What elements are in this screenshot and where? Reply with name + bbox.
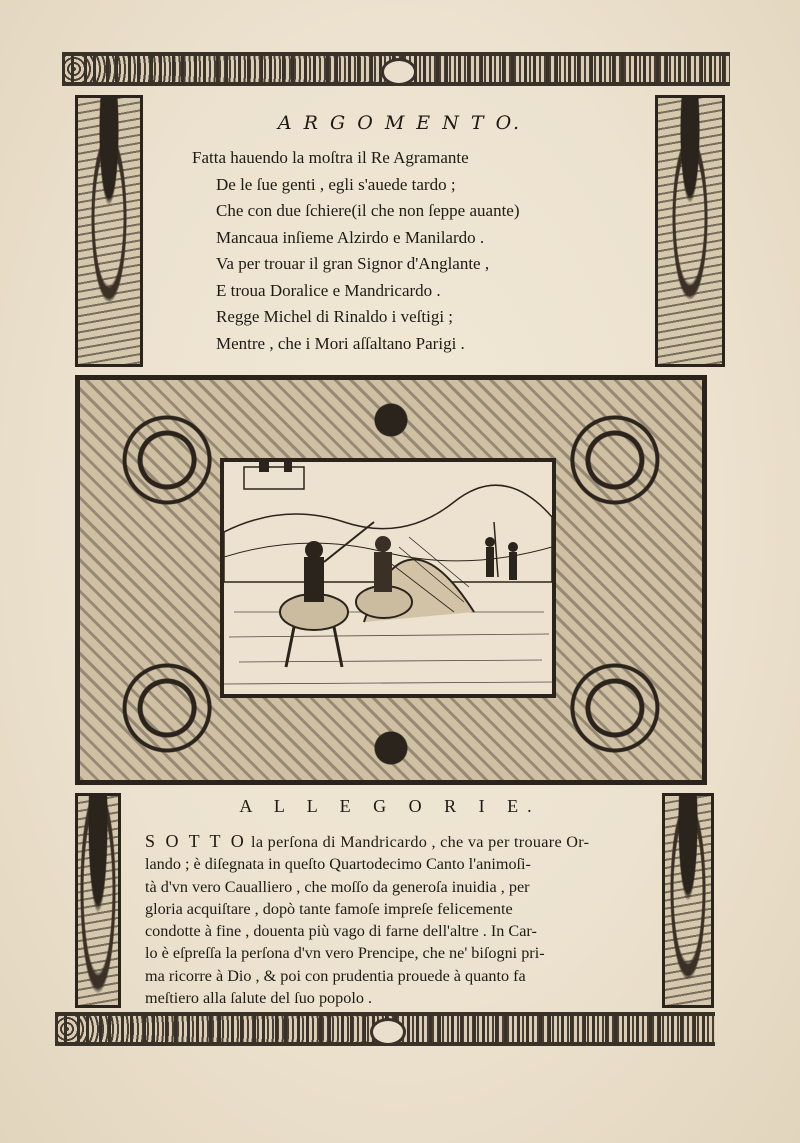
woodcut-battle-scene-icon (224, 462, 552, 694)
caryatid-left-icon (75, 95, 143, 367)
verse-line: Mancaua inſieme Alzirdo e Manilardo . (216, 227, 485, 247)
verse-line: Mentre , che i Mori aſſaltano Parigi . (216, 333, 465, 353)
allegorie-line: gloria acquiſtare , dopò tante famoſe impreſe felicemente (145, 899, 513, 918)
verse-line: Fatta hauendo la moſtra il Re Agramante (192, 148, 469, 167)
top-ornament-band-icon (62, 52, 730, 86)
verse-line: E troua Doralice e Mandricardo . (216, 280, 441, 300)
allegorie-line: lo è eſpreſſa la perſona d'vn vero Prencipe, che ne' biſogni pri- (145, 944, 545, 963)
caryatid-lower-right-icon (662, 793, 714, 1008)
bottom-ornament-band-icon (55, 1012, 715, 1046)
allegorie-line: condotte à fine , douenta più vago di farne dell'altre . In Car- (145, 922, 537, 941)
caryatid-right-icon (655, 95, 725, 367)
verse-line: Che con due ſchiere(il che non ſeppe auante) (216, 201, 520, 220)
caryatid-lower-left-icon (75, 793, 121, 1008)
argomento-heading: A R G O M E N T O. (277, 112, 523, 134)
allegorie-line: tà d'vn vero Caualliero , che moſſo da generoſa inuidia , per (145, 877, 530, 896)
allegorie-text (145, 830, 665, 1009)
argomento-verse (192, 145, 652, 357)
allegorie-line: lando ; è diſegnata in queſto Quartodecimo Canto l'animoſi- (145, 855, 531, 874)
verse-line: Va per trouar il gran Signor d'Anglante , (216, 254, 490, 273)
verse-line: De le ſue genti , egli s'auede tardo ; (216, 174, 456, 194)
verse-line: Regge Michel di Rinaldo i veſtigi ; (216, 307, 454, 326)
allegorie-line-rest: la perſona di Mandricardo , che va per trouare Or- (246, 833, 590, 851)
allegorie-heading: A L L E G O R I E. (239, 796, 541, 816)
allegorie-lead-word: S O T T O (145, 831, 247, 851)
allegorie-line: ma ricorre à Dio , & poi con prudentia prouede à quanto fa (145, 966, 526, 985)
allegorie-line: meſtiero alla ſalute del ſuo popolo . (145, 989, 373, 1008)
allegorie-line (145, 830, 665, 853)
